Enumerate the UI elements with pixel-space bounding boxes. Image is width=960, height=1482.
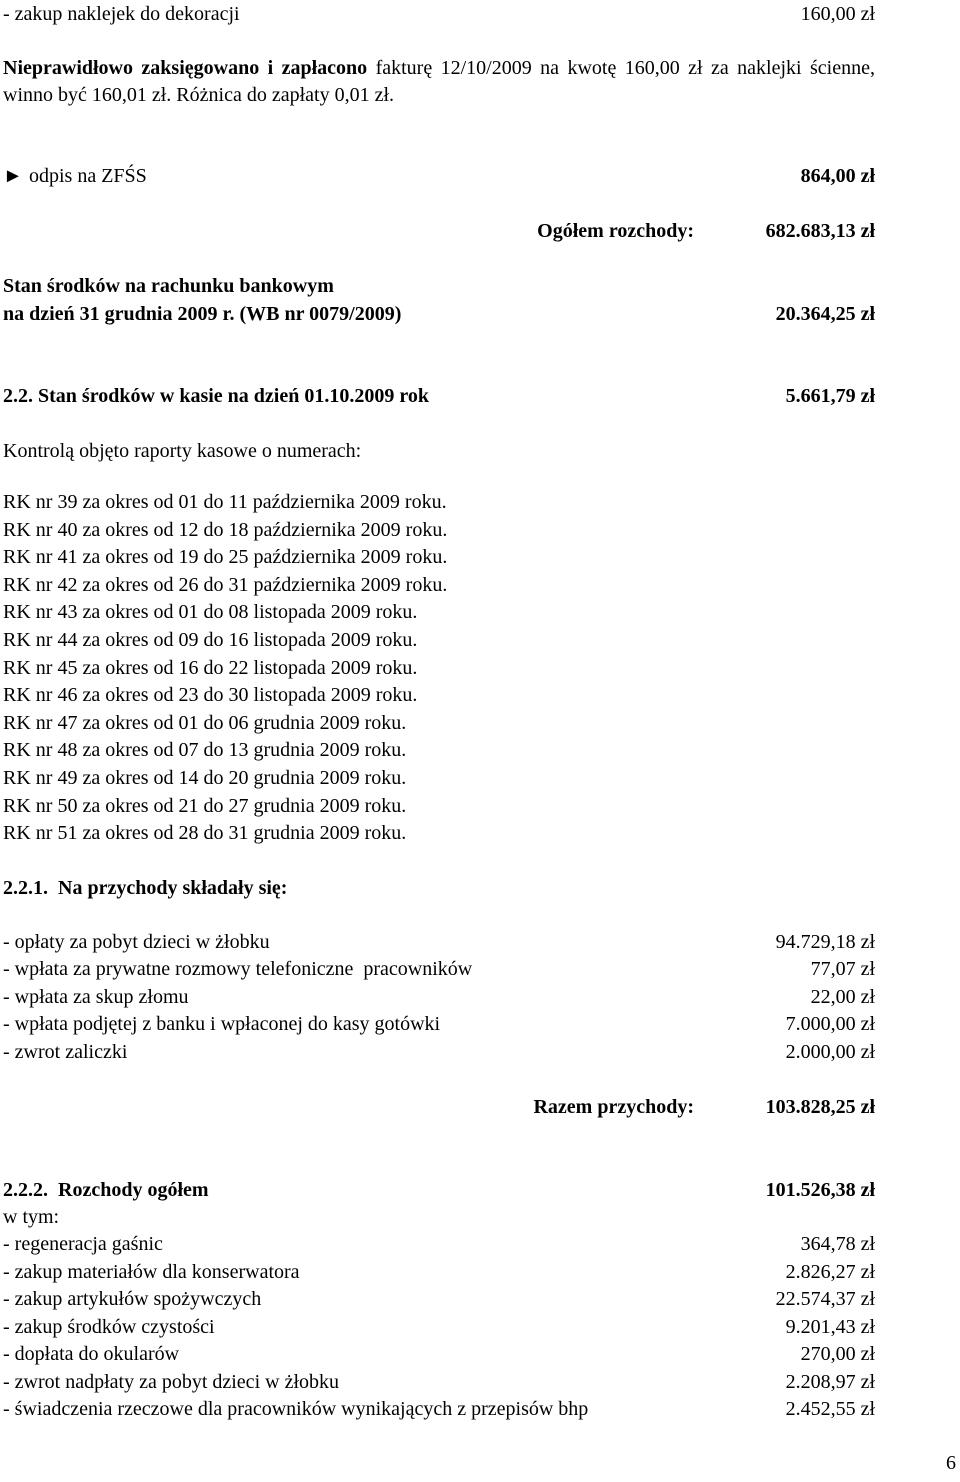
expense-item-amount: 22.574,37 zł xyxy=(775,1288,875,1310)
expense-item-label: - świadczenia rzeczowe dla pracowników wynikających z przepisów bhp xyxy=(3,1398,589,1420)
expense-item xyxy=(3,1231,875,1258)
list-item: RK nr 49 za okres od 14 do 20 grudnia 2009 roku. xyxy=(3,766,407,789)
bank-balance-amount: 20.364,25 zł xyxy=(775,303,875,325)
income-section-heading xyxy=(3,875,287,902)
income-total-label: Razem przychody: xyxy=(533,1096,694,1118)
income-item xyxy=(3,929,875,956)
expenses-section-title: Rozchody ogółem xyxy=(58,1179,209,1201)
total-expenses-line xyxy=(3,218,875,245)
expense-item xyxy=(3,1286,875,1313)
list-item: RK nr 40 za okres od 12 do 18 października 2009 roku. xyxy=(3,518,448,541)
expenses-section-heading xyxy=(3,1177,875,1204)
income-item-amount: 7.000,00 zł xyxy=(785,1013,875,1035)
expenses-subheading: w tym: xyxy=(3,1206,60,1228)
income-item-label: - wpłata podjętej z banku i wpłaconej do kasy gotówki xyxy=(3,1013,441,1035)
income-item-amount: 2.000,00 zł xyxy=(785,1041,875,1063)
list-item: RK nr 41 za okres od 19 do 25 października 2009 roku. xyxy=(3,546,448,569)
list-item: RK nr 42 za okres od 26 do 31 października 2009 roku. xyxy=(3,573,448,596)
expense-item-amount: 2.208,97 zł xyxy=(785,1371,875,1393)
expense-item-amount: 2.452,55 zł xyxy=(785,1398,875,1420)
line-amount: 160,00 zł xyxy=(800,3,875,25)
zfss-line xyxy=(3,163,875,190)
expense-item-label: - zwrot nadpłaty za pobyt dzieci w żłobku xyxy=(3,1371,339,1393)
purchase-line-stickers xyxy=(3,1,875,28)
cash-section-heading: 2.2. Stan środków w kasie na dzień 01.10.2009 rok xyxy=(3,385,429,407)
line-label: - zakup naklejek do dekoracji xyxy=(3,3,240,25)
total-expenses-amount: 682.683,13 zł xyxy=(765,220,875,242)
income-item-amount: 22,00 zł xyxy=(810,986,875,1008)
cash-section-amount: 5.661,79 zł xyxy=(785,385,875,407)
expense-item-label: - dopłata do okularów xyxy=(3,1343,180,1365)
total-expenses-label: Ogółem rozchody: xyxy=(537,220,694,242)
expense-item-amount: 270,00 zł xyxy=(800,1343,875,1365)
expenses-section-title-wrap xyxy=(3,1177,209,1204)
expense-item-label: - zakup materiałów dla konserwatora xyxy=(3,1261,300,1283)
arrow-right-icon: ► xyxy=(3,165,23,187)
income-item-amount: 77,07 zł xyxy=(810,958,875,980)
list-item: RK nr 39 za okres od 01 do 11 października 2009 roku. xyxy=(3,491,447,513)
list-item: RK nr 45 za okres od 16 do 22 listopada 2009 roku. xyxy=(3,656,418,679)
income-item xyxy=(3,1011,875,1038)
expenses-section-number: 2.2.2. xyxy=(3,1179,48,1201)
expense-item-amount: 9.201,43 zł xyxy=(785,1316,875,1338)
control-intro: Kontrolą objęto raporty kasowe o numerach: xyxy=(3,440,362,462)
income-section-number: 2.2.1. xyxy=(3,877,48,899)
list-item: RK nr 44 za okres od 09 do 16 listopada 2009 roku. xyxy=(3,628,418,651)
income-section-title: Na przychody składały się: xyxy=(58,877,288,899)
income-total-amount: 103.828,25 zł xyxy=(765,1096,875,1118)
income-item xyxy=(3,956,875,983)
list-item: RK nr 47 za okres od 01 do 06 grudnia 2009 roku. xyxy=(3,711,407,734)
expense-item-label: - zakup środków czystości xyxy=(3,1316,215,1338)
income-item-amount: 94.729,18 zł xyxy=(775,931,875,953)
expense-item xyxy=(3,1369,875,1396)
expense-item xyxy=(3,1259,875,1286)
zfss-label-wrap xyxy=(3,163,147,190)
page-number: 6 xyxy=(946,1452,956,1474)
income-item xyxy=(3,984,875,1011)
expenses-total-amount: 101.526,38 zł xyxy=(765,1179,875,1201)
expense-item-label: - zakup artykułów spożywczych xyxy=(3,1288,262,1310)
note-bold: Nieprawidłowo zaksięgowano i zapłacono xyxy=(3,57,368,79)
note-rest: fakturę 12/10/2009 na kwotę 160,00 zł za naklejki ścienne, winno być 160,01 zł. Różnica do zapłaty 0,01 zł. xyxy=(3,57,875,106)
list-item: RK nr 48 za okres od 07 do 13 grudnia 2009 roku. xyxy=(3,739,407,762)
list-item: RK nr 51 za okres od 28 do 31 grudnia 2009 roku. xyxy=(3,822,407,845)
cash-reports-list xyxy=(3,489,447,848)
income-item-label: - wpłata za prywatne rozmowy telefoniczne pracowników xyxy=(3,958,473,980)
expense-item-amount: 2.826,27 zł xyxy=(785,1261,875,1283)
zfss-label: odpis na ZFŚS xyxy=(29,165,147,187)
expense-item xyxy=(3,1341,875,1368)
expense-item-label: - regeneracja gaśnic xyxy=(3,1233,163,1255)
list-item: RK nr 46 za okres od 23 do 30 listopada 2009 roku. xyxy=(3,684,418,707)
expense-item xyxy=(3,1396,875,1423)
income-item-label: - zwrot zaliczki xyxy=(3,1041,128,1063)
list-item: RK nr 43 za okres od 01 do 08 listopada 2009 roku. xyxy=(3,601,418,624)
income-item-label: - opłaty za pobyt dzieci w żłobku xyxy=(3,931,270,953)
expense-item xyxy=(3,1314,875,1341)
expense-item-amount: 364,78 zł xyxy=(800,1233,875,1255)
bank-balance-line2: na dzień 31 grudnia 2009 r. (WB nr 0079/2009) xyxy=(3,303,402,325)
list-item: RK nr 50 za okres od 21 do 27 grudnia 2009 roku. xyxy=(3,794,407,817)
bank-balance-line1: Stan środków na rachunku bankowym xyxy=(3,275,334,297)
zfss-amount: 864,00 zł xyxy=(800,165,875,187)
invoice-note xyxy=(3,55,875,109)
income-total-line xyxy=(3,1094,875,1121)
income-item-label: - wpłata za skup złomu xyxy=(3,986,189,1008)
income-item xyxy=(3,1039,875,1066)
